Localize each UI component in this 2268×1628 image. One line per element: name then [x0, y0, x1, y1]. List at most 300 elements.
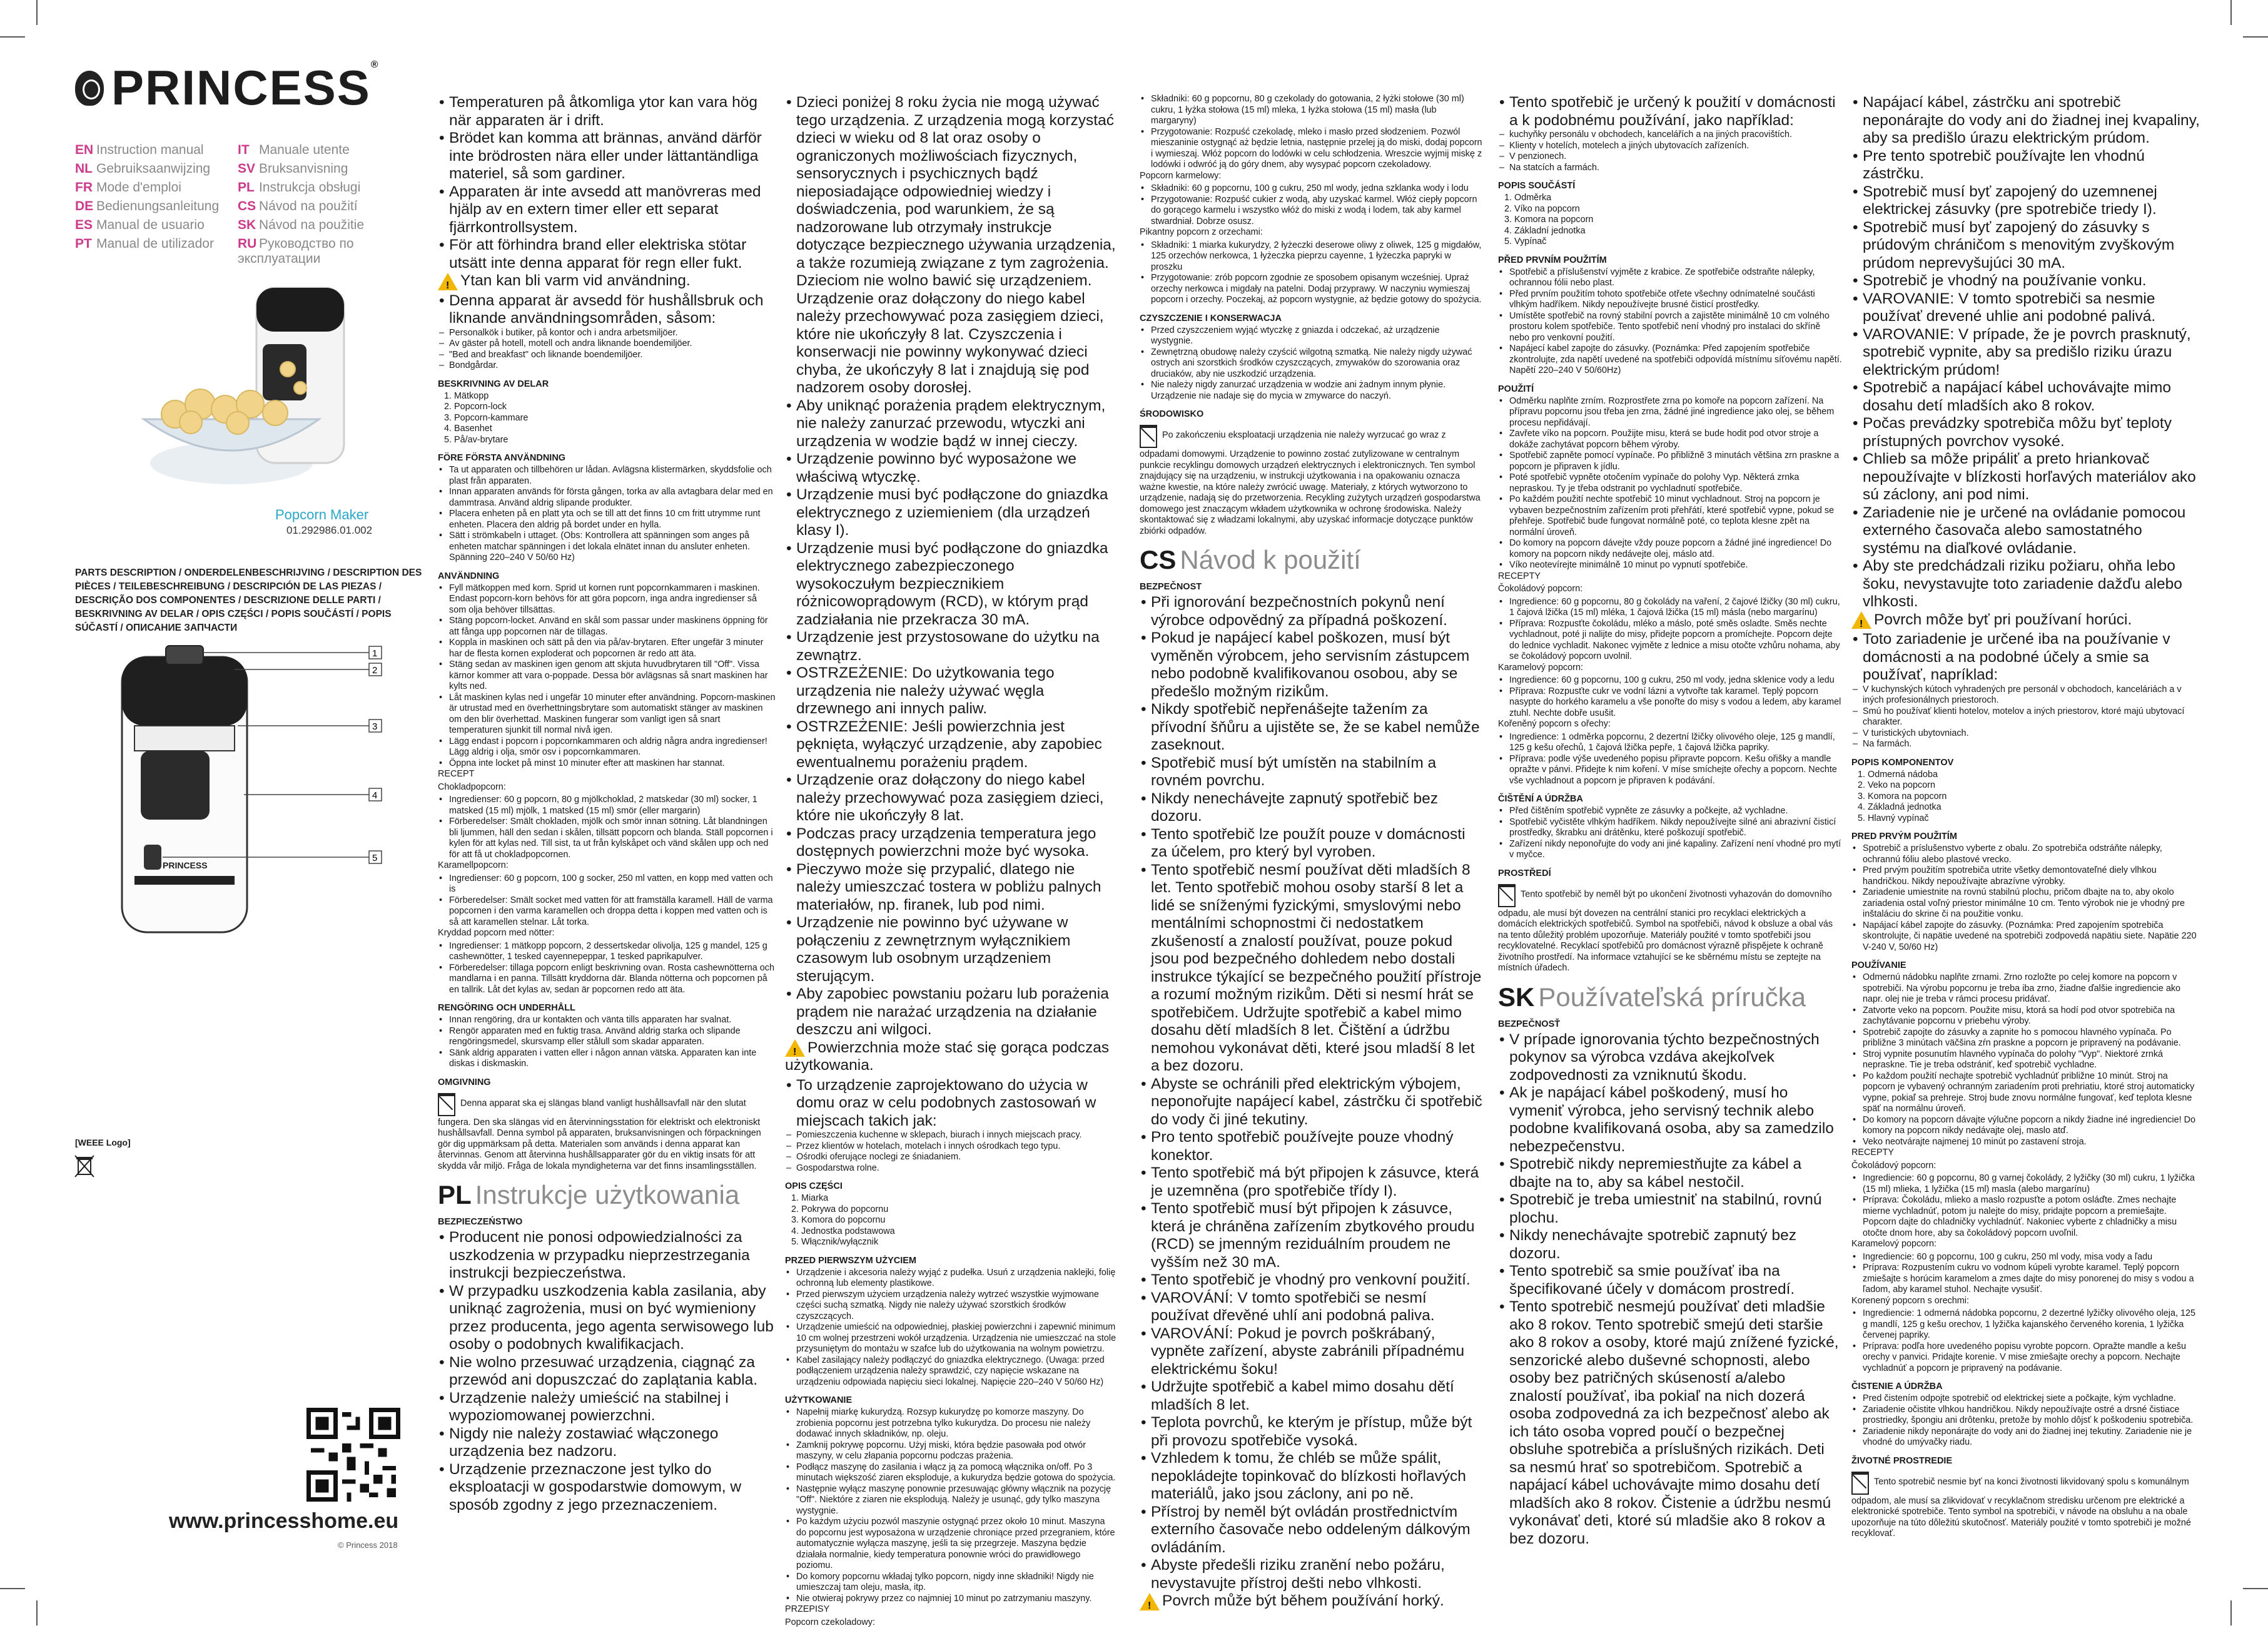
pl-chocolate-heading: Popcorn czekoladowy:	[785, 1617, 875, 1627]
pl-hot-warning: !Powierzchnia może stać się gorąca podczas użytkowania.	[785, 1039, 1116, 1075]
list-item: • Zatvorte veko na popcorn. Použite misu, ktorá sa hodí pod otvor spotrebiča na zachytávanie popcornu v priebehu výroby.	[1851, 1005, 2202, 1027]
recycle-bin-icon	[1140, 425, 1157, 448]
list-item: • Nie otwieraj pokrywy przez co najmniej 10 minut po zatrzymaniu maszyny.	[785, 1594, 1116, 1605]
list-item: • Zamknij pokrywę popcornu. Użyj miski, która będzie pasowała pod otwór maszyny, w celu złapania popcornu podczas prażenia.	[785, 1440, 1116, 1462]
list-item: • Pro tento spotřebič používejte pouze vhodný konektor.	[1140, 1129, 1484, 1164]
list-item: – V turistických ubytovniach.	[1851, 728, 2202, 740]
list-item: • Urządzenie przeznaczone jest tylko do eksploatacji w gospodarstwie domowym, w sposób zgodny z jego przeznaczeniem.	[438, 1461, 776, 1515]
pl-chocolate-list	[1140, 94, 1484, 171]
pl-safety-list-cont	[785, 94, 1116, 1039]
list-item: • Zařízení nikdy neponořujte do vody ani jiné kapaliny. Zařízení není vhodné pro mytí v myčce.	[1498, 839, 1842, 861]
cs-chocolate-heading: Čokoládový popcorn:	[1498, 584, 1583, 594]
list-item: • Přístroj by neměl být ovládán prostřednictvím externího časovače nebo oddeleným dálkovým ovládáním.	[1140, 1503, 1484, 1557]
language-list	[75, 143, 413, 267]
sk-caramel-list	[1851, 1252, 2202, 1296]
sv-chocolate-heading: Chokladpopcorn:	[438, 781, 506, 792]
part-item: 2. Popcorn-lock	[454, 402, 776, 413]
list-item: • Nie należy nigdy zanurzać urządzenia w wodzie ani żadnym innym płynie. Urządzenie nie nadaje się do mycia w zmywarce do naczyń.	[1140, 380, 1484, 402]
list-item: • Nikdy nenechávajte spotrebič zapnutý bez dozoru.	[1498, 1227, 1842, 1263]
list-item: • Urządzenie powinno być wyposażone we właściwą wtyczkę.	[785, 450, 1116, 486]
diagram-device	[122, 646, 247, 932]
list-item: • Przygotowanie: Rozpuść czekoladę, mleko i masło przed słodzeniem. Pozwól mieszaninie ostygnąć aż będzie letnia, następnie przelej ją do miski, dodaj popcorn i wymieszaj. Włóż popcorn do lodówki w celu schłodzenia. Wreszcie wyjmij miskę z lodówki i odwróć ją do góry dnem, aby wysypać popcorn czekoladowy.	[1140, 127, 1484, 171]
list-item: • Abyste se ochránili před elektrickým výbojem, neponořujte napájecí kabel, zástrčku či spotřebič do vody či jiné tekutiny.	[1140, 1076, 1484, 1129]
cs-chocolate-list	[1498, 597, 1842, 663]
sk-parts-heading: POPIS KOMPONENTOV	[1851, 757, 1954, 768]
language-entry	[75, 180, 238, 195]
list-item: • Tento spotrebič sa smie používať iba na špecifikované účely v domácom prostredí.	[1498, 1263, 1842, 1298]
sk-household-list	[1851, 684, 2202, 750]
list-item: • Poté spotřebič vypněte otočením vypínače do polohy Vyp. Některá zrnka nepraskou. Ty je třeba odstranit po vychladnutí spotřebiče.	[1498, 472, 1842, 494]
list-item: • Rengör apparaten med en fuktig trasa. Använd aldrig starka och slipande rengöringsmedel, skursvamp eller stålull som skadar apparaten.	[438, 1026, 776, 1048]
list-item: • Ingredience: 1 odměrka popcornu, 2 dezertní lžičky olivového oleje, 125 g mandlí, 125 g kešu ořechů, 1 čajová lžička pepře, 1 čajová lžička papriky.	[1498, 732, 1842, 754]
list-item: • Do komory na popcorn dávejte vždy pouze popcorn a žádné jiné ingredience! Do komory na popcorn nikdy nedávejte olej, máslo atd.	[1498, 538, 1842, 560]
pl-use-heading: UŻYTKOWANIE	[785, 1395, 853, 1406]
list-item: • Do komory popcornu wkładaj tylko popcorn, nigdy inne składniki! Nigdy nie umieszczaj tam oleju, masła, itp.	[785, 1572, 1116, 1594]
language-label: Mode d'emploi	[96, 180, 181, 195]
list-item: • Koppla in maskinen och sätt på den via på/av-brytaren. Efter ungefär 3 minuter har de flesta kornen exploderat och popcornen är redo att äta.	[438, 638, 776, 659]
list-item: • Příprava: Rozpusťte čokoládu, mléko a máslo, poté směs osladte. Směs nechte vychladnout, poté ji nalijte do misy, přidejte popcorn a promíchejte. Popcorn dejte do lednice vychladit. Nakonec vyjměte z lednice a misu otočte vzhůru nohama, aby se čokoládový popcorn uvolnil.	[1498, 619, 1842, 663]
sv-parts-list	[438, 391, 776, 446]
part-item: 5. Vypínač	[1514, 237, 1842, 248]
list-item: • Tento spotřebič nesmí používat děti mladších 8 let. Tento spotřebič mohou osoby starší 8 let a lidé se sníženými fyzickými, smyslovými nebo mentálními schopnostmi či nedostatkem zkušeností a znalostí používat, pouze pokud jsou pod bezpečného dohledem nebo dostali instrukce týkající se bezpečného použití přístroje a rozumí možným rizikům. Děti si nesmí hrát se spotřebičem. Udržujte spotřebič a kabel mimo dosahu dětí mladších 8 let. Čištění a údržbu nemohou vykonávat děti, které jsou mladší 8 let a bez dozoru.	[1140, 862, 1484, 1076]
part-item: 2. Víko na popcorn	[1514, 204, 1842, 215]
weee-bin-icon	[75, 1154, 94, 1178]
pl-household-list	[785, 1130, 1116, 1174]
list-item: • Tento spotřebič lze použít pouze v domácnosti za účelem, pro který byl vyroben.	[1140, 826, 1484, 862]
cs-environment-text: Tento spotřebič by neměl být po ukončení životnosti vyhazován do domovního odpadu, ale musí být dovezen na centrální stanici pro recyklaci elektrických a domácích elektrických spotřebičů. Symbol na spotřebiči, návod k obsluze a obal vás na tento důležitý problém upozorňuje. Materiály použité v tomto spotřebiči jsou recyklovatelné. Recyklací spotřebičů pro domácnost výrazně přispějete k ochraně životního prostředí. Na informace vztahující se ke sběrnému místu se zeptejte na místních úřadech.	[1498, 888, 1833, 973]
sv-use-heading: ANVÄNDNING	[438, 571, 500, 581]
part-item: 1. Odměrka	[1514, 193, 1842, 204]
list-item: • Napájací kábel, zástrčku ani spotrebič neponárajte do vody ani do žiadnej inej kvapaliny, aby sa predišlo úrazu elektrickým prúdom.	[1851, 94, 2202, 148]
part-item: 3. Komora na popcorn	[1514, 215, 1842, 226]
list-item: • Fyll mätkoppen med korn. Sprid ut kornen runt popcornkammaren i maskinen. Endast popcorn-korn behövs för att göra popcorn, inga andra ingredienser så som olja behöver tillsättas.	[438, 583, 776, 616]
pl-spicy-heading: Pikantny popcorn z orzechami:	[1140, 227, 1263, 237]
list-item: • Brödet kan komma att brännas, använd därför inte brödrosten nära eller under lättantändliga materiel, så som gardiner.	[438, 130, 776, 183]
part-item: 5. Włącznik/wyłącznik	[801, 1237, 1116, 1248]
list-item: • Nigdy nie należy zostawiać włączonego urządzenia bez nadzoru.	[438, 1425, 776, 1461]
list-item: • OSTRZEŻENIE: Jeśli powierzchnia jest pęknięta, wyłączyć urządzenie, aby zapobiec ewentualnemu porażeniu prądem.	[785, 718, 1116, 772]
list-item: • Innan apparaten används för första gången, torka av alla avtagbara delar med en dammtrasa. Använd aldrig slipande produkter.	[438, 487, 776, 509]
list-item: – Bondgårdar.	[438, 360, 776, 372]
list-item: • Teplota povrchů, ke kterým je přístup, může být při provozu spotřebiče vysoká.	[1140, 1414, 1484, 1450]
list-item: • Spotrebič nikdy nepremiestňujte za kábel a dbajte na to, aby sa kábel nestočil.	[1498, 1156, 1842, 1191]
list-item: • Pieczywo może się przypalić, dlatego nie należy umieszczać tostera w pobliżu palnych materiałów, np. firanek, lub pod nimi.	[785, 861, 1116, 915]
list-item: • Składniki: 60 g popcornu, 100 g cukru, 250 ml wody, jedna szklanka wody i lodu	[1140, 183, 1484, 195]
list-item: • Pre tento spotrebič používajte len vhodnú zástrčku.	[1851, 148, 2202, 183]
list-item: • För att förhindra brand eller elektriska stötar utsätt inte denna apparat för regn eller fukt.	[438, 237, 776, 272]
part-item: 3. Popcorn-kammare	[454, 413, 776, 424]
column-swedish	[438, 94, 776, 1595]
list-item: • Pred prvým použitím spotrebiča utrite všetky demontovateľné diely vlhkou handričkou. Nikdy nepoužívajte abrazívne výrobky.	[1851, 865, 2202, 887]
brand-logo	[75, 59, 380, 116]
list-item: • Po každém použití nechte spotřebič 10 minut vychladnout. Stroj na popcorn je vybaven bezpečnostním zařízením proti přehřátí, které spotřebič vypne, pokud se přehřeje. Spotřebič bude fungovat normálně poté, co teplota klesne zpět na normální úroveň.	[1498, 494, 1842, 538]
sv-caramel-list	[438, 873, 776, 928]
cs-household-text: • Tento spotřebič je určený k použití v domácnosti a k podobnému používání, jako například:	[1498, 94, 1842, 130]
pl-caramel-heading: Popcorn karmelowy:	[1140, 170, 1222, 181]
cs-use-list	[1498, 396, 1842, 571]
language-code: NL	[75, 161, 93, 176]
language-label: Bedienungsanleitung	[96, 199, 220, 213]
list-item: • Po każdym użyciu pozwól maszynie ostygnąć przez około 10 minut. Maszyna do popcornu jest wyposażona w urządzenie chroniące przed przegraniem, które automatycznie wyłącza maszynę, jeśli ta się przegrzeje. Maszyna będzie działała normalnie, kiedy temperatura ponownie wróci do prawidłowego poziomu.	[785, 1517, 1116, 1572]
list-item: – Pomieszczenia kuchenne w sklepach, biurach i innych miejscach pracy.	[785, 1130, 1116, 1141]
list-item: • Spotřebič zapněte pomocí vypínače. Po přibližně 3 minutách většina zrn praskne a popcorn je připraven k jídlu.	[1498, 450, 1842, 472]
list-item: • VAROVANIE: V prípade, že je povrch prasknutý, spotrebič vypnite, aby sa predišlo riziku úrazu elektrickým prúdom!	[1851, 326, 2202, 380]
cs-parts-heading: POPIS SOUČÁSTÍ	[1498, 181, 1576, 191]
list-item: • Ingredience: 60 g popcornu, 80 g čokolády na vaření, 2 čajové lžičky (30 ml) cukru, 1 čajová lžička (15 ml) mléka, 1 čajová lžička (15 ml) másla (nebo margarínu)	[1498, 597, 1842, 619]
pl-caramel-list	[1140, 183, 1484, 227]
cs-first-use-heading: PŘED PRVNÍM POUŽITÍM	[1498, 255, 1607, 265]
list-item: – "Bed and breakfast" och liknande boendemiljöer.	[438, 350, 776, 361]
list-item: • Ingredience: 60 g popcornu, 100 g cukru, 250 ml vody, jedna sklenice vody a ledu	[1498, 675, 1842, 686]
recycle-bin-icon	[1851, 1472, 1869, 1495]
part-item: 1. Miarka	[801, 1193, 1116, 1204]
list-item: • Abyste předešli riziku zranění nebo požáru, nevystavujte přístroj dešti nebo vlhkosti.	[1140, 1557, 1484, 1592]
sv-use-list	[438, 583, 776, 770]
cs-parts-list	[1498, 193, 1842, 248]
list-item: • Urządzenie umieścić na odpowiedniej, płaskiej powierzchni i zapewnić minimum 10 cm wolnej przestrzeni wokół urządzenia. Urządzenia nie umieszczać na stole przysuniętym do montażu w szafce lub do użytkowania na wolnym powietrzu.	[785, 1322, 1116, 1355]
brand-reg: ®	[370, 59, 380, 70]
pl-cleaning-heading: CZYSZCZENIE I KONSERWACJA	[1140, 313, 1282, 323]
product-name: Popcorn Maker	[275, 507, 369, 522]
language-code: EN	[75, 143, 94, 157]
part-item: 4. Basenhet	[454, 424, 776, 435]
list-item: • Před prvním použitím tohoto spotřebiče otřete všechny odnímatelné součásti vlhkým hadříkem. Nikdy nepoužívejte brusné čisticí prostředky.	[1498, 289, 1842, 311]
language-code: SV	[238, 161, 256, 176]
pl-section-title: PL Instrukcje użytkowania	[438, 1180, 740, 1210]
cs-spicy-list	[1498, 732, 1842, 787]
list-item: • Förberedelser: tillaga popcorn enligt beskrivning ovan. Rosta cashewnötterna och mandlarna i en panna. Tillsätt kryddorna där. Blanda nötterna och popcornen på en tallrik. Låt det kylas av, sedan är popcornen redo att äta.	[438, 963, 776, 996]
sk-caramel-heading: Karamelový popcorn:	[1851, 1239, 1936, 1249]
language-label: Manual de usuario	[96, 218, 205, 232]
list-item: • Låt maskinen kylas ned i ungefär 10 minuter efter användning. Popcorn-maskinen är utrustad med en överhettningsbrytare som automatiskt stänger av maskinen om den blir överhettad. Maskinen fungerar som vanligt igen så snart temperaturen sjunkit till normal nivå igen.	[438, 693, 776, 736]
copyright: © Princess 2018	[338, 1540, 398, 1550]
list-item: – Na farmách.	[1851, 739, 2202, 750]
hot-surface-warning-icon	[1851, 611, 1871, 629]
callout-3: 3	[372, 721, 378, 732]
list-item: • Przygotowanie: zrób popcorn zgodnie ze sposobem opisanym wcześniej. Upraż orzechy nerkowca i migdały na patelni. Dodaj przyprawy. W naczyniu wymieszaj popcorn i orzechy. Poczekaj, aż popcorn wystygnie, aż będzie gotowy do spożycia.	[1140, 273, 1484, 306]
list-item: • Składniki: 60 g popcornu, 80 g czekolady do gotowania, 2 łyżki stołowe (30 ml) cukru, 1 łyżka stołowa (15 ml) mleka, 1 łyżka stołowa (15 ml) masła (lub margaryny)	[1140, 94, 1484, 127]
crop-mark	[2243, 36, 2268, 38]
list-item: – Av gäster på hotell, motell och andra liknande boendemiljöer.	[438, 338, 776, 350]
list-item: • Temperaturen på åtkomliga ytor kan vara hög när apparaten är i drift.	[438, 94, 776, 130]
list-item: • Aby ste predchádzali riziku požiaru, ohňa lebo šoku, nevystavujte toto zariadenie dažďu alebo vlhkosti.	[1851, 557, 2202, 611]
list-item: • OSTRZEŻENIE: Do użytkowania tego urządzenia nie należy używać węgla drzewnego ani innych paliw.	[785, 664, 1116, 718]
list-item: • Urządzenie musi być podłączone do gniazdka elektrycznego zabezpieczonego wysokoczułym bezpiecznikiem różnicowoprądowym (RCD), w którym prąd zadziałania nie przekracza 30 mA.	[785, 540, 1116, 629]
callout-4: 4	[372, 790, 378, 801]
sk-cleaning-list	[1851, 1393, 2202, 1448]
list-item: • Placera enheten på en platt yta och se till att det finns 10 cm fritt utrymme runt enheten. Placera den aldrig på bordet under en hylla.	[438, 509, 776, 531]
list-item: • Urządzenie jest przystosowane do użytku na zewnątrz.	[785, 629, 1116, 664]
sk-safety-list-cont	[1851, 94, 2202, 611]
list-item: • Nikdy nenechávejte zapnutý spotřebič bez dozoru.	[1140, 790, 1484, 826]
list-item: • Spotrebič je vhodný na používanie vonku.	[1851, 272, 2202, 290]
language-code: PL	[238, 180, 255, 195]
list-item: • Pokud je napájecí kabel poškozen, musí být vyměněn výrobcem, jeho servisním zástupcem nebo podobně kvalifikovanou osobou, aby se předešlo možným rizikům.	[1140, 629, 1484, 701]
list-item: • Urządzenie musi być podłączone do gniazdka elektrycznego z uziemieniem (dla urządzeń klasy I).	[785, 486, 1116, 540]
part-item: 1. Odmerná nádoba	[1868, 770, 2202, 781]
cs-use-heading: POUŽITÍ	[1498, 384, 1534, 394]
language-code: RU	[238, 237, 257, 251]
list-item: • Spotrebič je treba umiestniť na stabilnú, rovnú plochu.	[1498, 1191, 1842, 1227]
list-item: • Zariadenie nikdy neponárajte do vody ani do žiadnej inej tekutiny. Zariadenie nie je vhodné do umývačky riadu.	[1851, 1427, 2202, 1448]
sk-use-list	[1851, 972, 2202, 1147]
list-item: • Chlieb sa môže pripáliť a preto hriankovač nepoužívajte v blízkosti horľavých materiálov ako sú záclony, ani pod nimi.	[1851, 450, 2202, 504]
language-entry	[75, 237, 238, 267]
list-item: • Napełnij miarkę kukurydzą. Rozsyp kukurydzę po komorze maszyny. Do zrobienia popcornu jest potrzebna tylko kukurydza. Do procesu nie należy dodawać innych składników, np. oleju.	[785, 1407, 1116, 1440]
list-item: – V penzionech.	[1498, 151, 1842, 163]
qr-code	[306, 1408, 400, 1502]
pl-first-use-list	[785, 1268, 1116, 1388]
sv-caramel-heading: Karamellpopcorn:	[438, 860, 509, 871]
sk-first-use-list	[1851, 843, 2202, 953]
list-item: • Tento spotrebič nesmejú používať deti mladšie ako 8 rokov. Tento spotrebič smejú deti staršie ako 8 rokov a osoby, ktoré majú znížené fyzické, senzorické alebo duševné schopnosti, alebo osoby bez patričných skúseností a/alebo znalostí používať, iba pokiaľ na nich dozerá osoba zodpovedná za ich bezpečnosť alebo ak ich táto osoba vopred poučí o bezpečnej obsluhe spotrebiča a príslušných rizikách. Deti sa nesmú hrať so spotrebičom. Spotrebič a napájací kábel uchovávajte mimo dosahu detí mladších ako 8 rokov. Čistenie a údržbu nesmú vykonávať deti, ktoré sú mladšie ako 8 rokov a bez dozoru.	[1498, 1298, 1842, 1548]
popcorn-maker-photo	[131, 275, 369, 501]
list-item: • Spotrebič musí byť zapojený do uzemnenej elektrickej zásuvky (pre spotrebiče triedy I).	[1851, 183, 2202, 219]
list-item: • Ingredienser: 60 g popcorn, 100 g socker, 250 ml vatten, en kopp med vatten och is	[438, 873, 776, 895]
list-item: • Nikdy spotřebič nepřenášejte tažením za přívodní šňůru a ujistěte se, že se kabel nemůže zaseknout.	[1140, 701, 1484, 755]
list-item: • Po každom použití nechajte spotrebič vychladnúť približne 10 minút. Stroj na popcorn je vybavený ochranným zariadením proti prehriatiu, ktoré stroj automaticky vypne, pokiaľ sa prehreje. Stroj bude znovu normálne fungovať, keď teplota klesne späť na normálnu úroveň.	[1851, 1071, 2202, 1115]
sv-first-use-heading: FÖRE FÖRSTA ANVÄNDNING	[438, 453, 566, 464]
column-polish	[785, 94, 1116, 1627]
sv-environment-heading: OMGIVNING	[438, 1077, 491, 1087]
language-label: Instrukcja obsługi	[259, 180, 361, 195]
list-item: • Pred čistením odpojte spotrebič od elektrickej siete a počkajte, kým vychladne.	[1851, 1393, 2202, 1405]
part-item: 5. På/av-brytare	[454, 435, 776, 446]
list-item: • W przypadku uszkodzenia kabla zasilania, aby uniknąć zagrożenia, musi on być wymieniony przez producenta, jego agenta serwisowego lub osoby o podobnych kwalifikacjach.	[438, 1283, 776, 1354]
language-code: CS	[238, 199, 256, 213]
part-item: 2. Pokrywa do popcornu	[801, 1204, 1116, 1216]
list-item: • Urządzenie nie powinno być używane w połączeniu z zewnętrznym wyłącznikiem czasowym lub osobnym urządzeniem sterującym.	[785, 914, 1116, 985]
list-item: • Spotrebič zapojte do zásuvky a zapnite ho s pomocou hlavného vypínača. Po približne 3 minútach väčšina zŕn praskne a popcorn je pripravený na podávanie.	[1851, 1027, 2202, 1049]
language-code: IT	[238, 143, 250, 157]
list-item: • Spotrebič musí byť zapojený do zásuvky s prúdovým chráničom s menovitým zvyškovým prúdom neprevyšujúci 30 mA.	[1851, 219, 2202, 273]
list-item: • Tento spotřebič je vhodný pro venkovní použití.	[1140, 1271, 1484, 1290]
pl-recipe-heading: PRZEPISY	[785, 1604, 830, 1615]
list-item: • Öppna inte locket på minst 10 minuter efter att maskinen har stannat.	[438, 758, 776, 770]
part-item: 3. Komora do popcornu	[801, 1215, 1116, 1226]
list-item: • VAROVÁNÍ: Pokud je povrch poškrábaný, vypněte zařízení, abyste zabránili případnému elektrickému šoku!	[1140, 1325, 1484, 1379]
list-item: – Klienty v hotelích, motelech a jiných ubytovacích zařízeních.	[1498, 141, 1842, 152]
pl-environment-text: Po zakończeniu eksploatacji urządzenia nie należy wyrzucać go wraz z odpadami domowymi. Urządzenie to powinno zostać zutylizowane w centralnym punkcie recyklingu domowych urządzeń elektrycznych i elektronicznych. Ten symbol znajdujący się na urządzeniu, w instrukcji użytkowania i na opakowaniu oznacza ważne kwestie, na które należy zwrócić uwagę. Materiały, z których wytworzono to urządzenie, nadają się do przetworzenia. Recykling zużytych urządzeń gospodarstwa domowego jest znaczącym wkładem użytkownika w ochronę środowiska. Należy skontaktować się z władzami lokalnymi, aby uzyskać informacje dotyczące punktów zbiórki odpadów.	[1140, 430, 1481, 536]
language-entry	[238, 237, 413, 267]
sk-recipe-heading: RECEPTY	[1851, 1147, 1894, 1158]
list-item: • Príprava: Čokoládu, mlieko a maslo rozpusťte a potom osláďte. Zmes nechajte mierne vychladnúť, potom ju nalejte do misy, pridajte popcorn a premiešajte. Popcorn dajte do chladničky vychladnúť. Nakoniec vyberte z chladničky a misu otočte dnom hore, aby sa čokoládový popcorn uvoľnil.	[1851, 1195, 2202, 1239]
sk-first-use-heading: PRED PRVÝM POUŽITÍM	[1851, 832, 1957, 842]
crop-mark	[0, 36, 25, 38]
callout-group	[369, 646, 382, 863]
recycle-bin-icon	[438, 1093, 455, 1116]
cs-cleaning-list	[1498, 806, 1842, 861]
list-item: • Spotrebič a napájací kábel uchovávajte mimo dosahu detí mladších ako 8 rokov.	[1851, 379, 2202, 415]
sk-environment-text: Tento spotrebič nesmie byť na konci životnosti likvidovaný spolu s komunálnym odpadom, ale musí sa zlikvidovať v recyklačnom stredisku určenom pre elektrické a elektronické spotrebiče. Tento symbol na spotrebiči, v návode na obsluhu a na obale upozorňuje na túto dôležitú skutočnosť. Materiály použité v tomto spotrebiči je možné recyklovať.	[1851, 1476, 2191, 1539]
list-item: • Urządzenie należy umieścić na stabilnej i wypoziomowanej powierzchni.	[438, 1390, 776, 1425]
list-item: • Ingredienser: 60 g popcorn, 80 g mjölkchoklad, 2 matskedar (30 ml) socker, 1 matsked (15 ml) mjölk, 1 matsked (15 ml) smör (eller margarin)	[438, 795, 776, 817]
pl-safety-list	[438, 1229, 776, 1514]
product-code: 01.292986.01.002	[286, 524, 373, 536]
sk-environment-heading: ŽIVOTNÉ PROSTREDIE	[1851, 1455, 1953, 1466]
list-item: • Producent nie ponosi odpowiedzialności za uszkodzenia w przypadku nieprzestrzegania instrukcji bezpieczeństwa.	[438, 1229, 776, 1283]
sk-section-title: SK Používateľská príručka	[1498, 982, 1806, 1012]
list-item: • Odmernú nádobku naplňte zrnami. Zrno rozložte po celej komore na popcorn v spotrebiči. Na výrobu popcornu je treba iba zrno, žiadne ďalšie ingrediencie ako napr. olej nie je treba v rámci procesu pridávať.	[1851, 972, 2202, 1005]
sk-safety-heading: BEZPEČNOSŤ	[1498, 1019, 1561, 1029]
part-item: 4. Jednostka podstawowa	[801, 1226, 1116, 1238]
pl-environment-heading: ŚRODOWISKO	[1140, 409, 1204, 419]
crop-mark	[2230, 0, 2232, 25]
list-item: • Urządzenie oraz dołączony do niego kabel należy przechowywać poza zasięgiem dzieci, które nie ukończyły 8 lat.	[785, 771, 1116, 825]
list-item: • Stäng sedan av maskinen igen genom att skjuta huvudbrytaren till "Off". Vissa kärnor kommer att vara o-poppade. Dessa bör avlägsnas så snart maskinen har kylts ned.	[438, 659, 776, 693]
list-item: • Umístěte spotřebič na rovný stabilní povrch a zajistěte minimálně 10 cm volného prostoru kolem spotřebiče. Tento spotřebič není vhodný pro instalaci do skříně nebo pro venkovní použití.	[1498, 311, 1842, 344]
cs-household-list	[1498, 130, 1842, 173]
hot-surface-warning-icon	[438, 273, 458, 290]
sk-hot-warning: !Povrch môže byť pri používaní horúci.	[1851, 611, 2202, 629]
list-item: • Spotřebič vyčistěte vlhkým hadříkem. Nikdy nepoužívejte silné ani abrazivní čisticí prostředky, škrabku ani drátěnku, které poškozují spotřebič.	[1498, 817, 1842, 839]
language-code: ES	[75, 218, 93, 232]
sk-use-heading: POUŽÍVANIE	[1851, 960, 1906, 971]
list-item: – Przez klientów w hotelach, motelach i innych ośrodkach tego typu.	[785, 1141, 1116, 1152]
cs-caramel-heading: Karamelový popcorn:	[1498, 662, 1583, 673]
sk-chocolate-list	[1851, 1173, 2202, 1239]
column-czech-slovak	[1498, 94, 1842, 1595]
list-item: • Napájací kábel zapojte do zásuvky. (Poznámka: Pred zapojením spotrebiča skontrolujte, či napätie uvedené na spotrebiči zodpovedá napätiu siete. Napätie 220 V-240 V, 50/60 Hz)	[1851, 920, 2202, 954]
list-item: – V kuchynských kútoch vyhradených pre personál v obchodoch, kanceláriách a v iných profesionálnych priestoroch.	[1851, 684, 2202, 706]
sv-environment-text: Denna apparat ska ej slängas bland vanligt hushållsavfall när den slutat fungera. Den ska slängas vid en återvinningsstation för elektriskt och elektroniskt hushållsavfall. Denna symbol på apparaten, bruksanvisningen och förpackningen gör dig uppmärksam på detta. Materialen som används i denna apparat kan återvinnas. Genom att återvinna hushållsapparater gör du en viktig insats för att skydda vår miljö. Fråga de lokala myndigheterna var det finns insamlingsställen.	[438, 1097, 761, 1171]
list-item: • Stäng popcorn-locket. Använd en skål som passar under maskinens öppning för att fånga upp popcornen när de tillagas.	[438, 616, 776, 638]
list-item: • Příprava: Rozpusťte cukr ve vodní lázni a vytvořte tak karamel. Teplý popcorn nasypte do horkého karamelu a vše ponořte do misy s vodou a ledem, aby karamel ztuhl. Nechte dobře usušit.	[1498, 686, 1842, 720]
list-item: • Składniki: 1 miarka kukurydzy, 2 łyżeczki deserowe oliwy z oliwek, 125 g migdałów, 125 orzechów nerkowca, 1 łyżeczka pieprzu cayenne, 1 łyżeczka papryki w proszku	[1140, 240, 1484, 273]
hot-surface-warning-icon	[1140, 1593, 1160, 1610]
language-entry	[75, 161, 238, 176]
part-item: 2. Veko na popcorn	[1868, 780, 2202, 791]
list-item: • Sätt i strömkabeln i uttaget. (Obs: Kontrollera att spänningen som anges på enheten matchar spänningen i det lokala elnätet innan du ansluter enheten. Spänning 220–240 V 50/60 Hz)	[438, 531, 776, 564]
list-item: • Przed pierwszym użyciem urządzenia należy wytrzeć wszystkie wyjmowane części suchą szmatką. Nigdy nie należy używać szorstkich środków czyszczących.	[785, 1290, 1116, 1323]
list-item: – Personalkök i butiker, på kontor och i andra arbetsmiljöer.	[438, 328, 776, 339]
sk-chocolate-heading: Čokoládový popcorn:	[1851, 1160, 1936, 1171]
language-entry	[238, 143, 413, 158]
language-entry	[238, 199, 413, 214]
list-item: • Spotřebič musí být umístěn na stabilním a rovném povrchu.	[1140, 755, 1484, 790]
list-item: • Spotrebič a príslušenstvo vyberte z obalu. Zo spotrebiča odstráňte nálepky, ochrannú fóliu alebo plastové vrecko.	[1851, 843, 2202, 865]
list-item: • Innan rengöring, dra ur kontakten och vänta tills apparaten har svalnat.	[438, 1015, 776, 1026]
parts-diagram	[75, 632, 413, 964]
list-item: • Ak je napájací kábel poškodený, musí ho vymeniť výrobca, jeho servisný technik alebo podobne kvalifikovaná osoba, aby sa zamedzilo nebezpečenstvu.	[1498, 1084, 1842, 1156]
list-item: – kuchyňky personálu v obchodech, kancelářích a na jiných pracovištích.	[1498, 130, 1842, 141]
list-item: – Na statcích a farmách.	[1498, 163, 1842, 174]
list-item: – Ośrodki oferujące noclegi ze śniadaniem.	[785, 1152, 1116, 1163]
part-item: 5. Hlavný vypínač	[1868, 813, 2202, 825]
part-item: 1. Mätkopp	[454, 391, 776, 402]
list-item: • Napájecí kabel zapojte do zásuvky. (Poznámka: Před zapojením spotřebiče zkontrolujte, zda napětí uvedené na spotřebiči odpovídá místnímu síťovému napětí. Napětí 220–240 V 50/60Hz)	[1498, 343, 1842, 377]
list-item: • Ta ut apparaten och tillbehören ur lådan. Avlägsna klistermärken, skyddsfolie och plast från apparaten.	[438, 465, 776, 487]
sk-spicy-list	[1851, 1308, 2202, 1374]
recycle-bin-icon	[1498, 884, 1516, 907]
sv-household-list	[438, 328, 776, 372]
cs-cleaning-heading: ČIŠTĚNÍ A ÚDRŽBA	[1498, 794, 1583, 804]
cs-section-title: CS Návod k použití	[1140, 545, 1361, 574]
pl-first-use-heading: PRZED PIERWSZYM UŻYCIEM	[785, 1255, 916, 1266]
language-entry	[238, 218, 413, 233]
crown-logo-icon	[75, 71, 104, 106]
website-url[interactable]: www.princesshome.eu	[169, 1509, 399, 1533]
list-item: • Zariadenie očistite vlhkou handričkou. Nikdy nepoužívajte ostré a drsné čistiace prostriedky, špongiu ani drôtenku, pretože by mohlo dôjsť k poškodeniu spotrebiča.	[1851, 1405, 2202, 1427]
cs-caramel-list	[1498, 675, 1842, 719]
list-item: • Przygotowanie: Rozpuść cukier z wodą, aby uzyskać karmel. Włóż ciepły popcorn do gorącego karmelu i wszystko włóż do miski z wodą i lodem, tak aby karmel stwardniał. Dobrze osusz.	[1140, 195, 1484, 228]
callout-5: 5	[372, 853, 378, 863]
crop-mark	[36, 1600, 38, 1625]
list-item: • Zavřete víko na popcorn. Použijte misu, která se bude hodit pod otvor stroje a dokáže zachytávat popcorn během výroby.	[1498, 429, 1842, 450]
language-label: Návod na použití	[259, 199, 358, 213]
list-item: • Počas prevádzky spotrebiča môžu byť teploty prístupných povrchov vysoké.	[1851, 415, 2202, 450]
language-label: Bruksanvisning	[259, 161, 348, 176]
sk-household-text: • Toto zariadenie je určené iba na používanie v domácnosti a na podobné účely a smie sa používať, napríklad:	[1851, 631, 2202, 684]
list-item: • Tento spotřebič musí být připojen k zásuvce, která je chráněna zařízením zbytkového proudu (RCD) se jmenným reziduálním proudem ne vyšším než 30 mA.	[1140, 1200, 1484, 1271]
sk-parts-list	[1851, 770, 2202, 825]
cs-recipe-heading: RECEPTY	[1498, 571, 1541, 581]
pl-cleaning-list	[1140, 325, 1484, 402]
sv-first-use-list	[438, 465, 776, 564]
list-item: • Urządzenie i akcesoria należy wyjąć z pudełka. Usuń z urządzenia naklejki, folię ochronną lub elementy plastikowe.	[785, 1268, 1116, 1290]
list-item: • Lägg endast i popcorn i popcornkammaren och aldrig några andra ingredienser! Lägg aldrig i olja, smör osv i popcornkammaren.	[438, 736, 776, 758]
sv-recipe-heading: RECEPT	[438, 769, 475, 780]
list-item: • Sänk aldrig apparaten i vatten eller i någon annan vätska. Apparaten kan inte diskas i diskmaskin.	[438, 1048, 776, 1070]
crop-mark	[2243, 1588, 2268, 1589]
sv-spicy-list	[438, 941, 776, 996]
list-item: • Apparaten är inte avsedd att manövreras med hjälp av en extern timer eller ett separat fjärrkontrollsystem.	[438, 183, 776, 237]
list-item: • Zariadenie umiestnite na rovnú stabilnú plochu, pričom dbajte na to, aby okolo zariadenia ostal voľný priestor minimálne 10 cm. Tento výrobok nie je vhodný pre inštaláciu do skrine či na použitie vonku.	[1851, 887, 2202, 920]
cs-first-use-list	[1498, 267, 1842, 377]
list-item: • Veko neotvárajte najmenej 10 minút po zastavení stroja.	[1851, 1137, 2202, 1148]
callout-2: 2	[372, 665, 378, 676]
language-entry	[238, 161, 413, 176]
list-item: • Ingredienser: 1 mätkopp popcorn, 2 dessertskedar olivolja, 125 g mandel, 125 g cashewnötter, 1 tesked cayennepeppar, 1 tesked paprikapulver.	[438, 941, 776, 963]
list-item: • Przed czyszczeniem wyjąć wtyczkę z gniazda i odczekać, aż urządzenie wystygnie.	[1140, 325, 1484, 347]
sk-safety-list	[1498, 1031, 1842, 1549]
list-item: • Kabel zasilający należy podłączyć do gniazdka elektrycznego. (Uwaga: przed podłączeniem urządzenia należy sprawdzić, czy napięcie wskazane na urządzeniu odpowiada napięciu sieci lokalnej. Napięcie 220–240 V 50/60 Hz)	[785, 1355, 1116, 1388]
language-label: Manual de utilizador	[96, 237, 214, 251]
part-item: 4. Základná jednotka	[1868, 802, 2202, 813]
language-entry	[75, 143, 238, 158]
list-item: • Do komory na popcorn dávajte výlučne popcorn a nikdy žiadne iné ingrediencie! Do komory na popcorn nikdy nedávajte olej, maslo atď.	[1851, 1115, 2202, 1137]
brand-name: PRINCESS	[111, 60, 371, 115]
list-item: • Príprava: Rozpustením cukru vo vodnom kúpeli vyrobte karamel. Teplý popcorn zmiešajte s horúcim karamelom a zmes dajte do misy ponorenej do misy s vodou a ľadom, aby karamel stuhol. Nechajte vysušiť.	[1851, 1263, 2202, 1296]
sk-spicy-heading: Korenený popcorn s orechmi:	[1851, 1295, 1969, 1306]
weee-label: [WEEE Logo]	[75, 1137, 131, 1147]
sv-hot-warning: !Ytan kan bli varm vid användning.	[438, 272, 776, 290]
sv-safety-list	[438, 94, 776, 272]
part-item: 4. Základní jednotka	[1514, 226, 1842, 237]
list-item: • Víko neotevírejte minimálně 10 minut po vypnutí spotřebiče.	[1498, 560, 1842, 571]
sv-household-text: • Denna apparat är avsedd för hushållsbruk och liknande användningsområden, såsom:	[438, 292, 776, 328]
sv-cleaning-heading: RENGÖRING OCH UNDERHÅLL	[438, 1003, 575, 1014]
language-label: Gebruiksaanwijzing	[96, 161, 211, 176]
list-item: • Dzieci poniżej 8 roku życia nie mogą używać tego urządzenia. Z urządzenia mogą korzystać dzieci w wieku od 8 lat oraz osoby o ograniczonych możliwościach fizycznych, sensorycznych i psychicznych bądź nieposiadające odpowiedniej wiedzy i doświadczenia, pod warunkiem, że są nadzorowane lub otrzymały instrukcje dotyczące bezpiecznego używania urządzenia, a także rozumieją związane z tym zagrożenia. Dzieciom nie wolno bawić się urządzeniem. Urządzenie oraz dołączony do niego kabel należy przechowywać poza zasięgiem dzieci, które nie ukończyły 8 lat. Czyszczenia i konserwacji nie powinny wykonywać dzieci chyba, że ukończyły 8 lat i znajdują się pod nadzorem osoby dorosłej.	[785, 94, 1116, 397]
cs-environment-heading: PROSTŘEDÍ	[1498, 868, 1551, 878]
column-polish-czech	[1140, 94, 1484, 1609]
list-item: • Príprava: podľa hore uvedeného popisu vyrobte popcorn. Opražte mandle a kešu orechy v panvici. Pridajte korenie. V mise zmiešajte orechy a popcorn. Nechajte vychladnúť a popcorn je pripravený na podávanie.	[1851, 1341, 2202, 1375]
list-item: • Podłącz maszynę do zasilania i włącz ją za pomocą włącznika on/off. Po 3 minutach większość ziaren eksploduje, a kukurydza będzie gotowa do spożycia.	[785, 1462, 1116, 1484]
part-item: 3. Komora na popcorn	[1868, 791, 2202, 803]
list-item: • Udržujte spotřebič a kabel mimo dosahu dětí mladších 8 let.	[1140, 1378, 1484, 1414]
list-item: • Aby uniknąć porażenia prądem elektrycznym, nie należy zanurzać przewodu, wtyczki ani urządzenia w wodzie bądź w innej cieczy.	[785, 397, 1116, 451]
list-item: • Spotřebič a příslušenství vyjměte z krabice. Ze spotřebiče odstraňte nálepky, ochrannou fólii nebo plast.	[1498, 267, 1842, 289]
language-code: SK	[238, 218, 256, 232]
pl-use-list	[785, 1407, 1116, 1604]
list-item: – Gospodarstwa rolne.	[785, 1163, 1116, 1174]
cs-hot-warning: !Povrch může být během používání horký.	[1140, 1592, 1484, 1610]
list-item: • Aby zapobiec powstaniu pożaru lub porażenia prądem nie narażać urządzenia na działanie deszczu ani wilgoci.	[785, 985, 1116, 1039]
language-code: FR	[75, 180, 93, 195]
crop-mark	[0, 1588, 25, 1589]
language-label: Руководство по эксплуатации	[238, 237, 354, 266]
